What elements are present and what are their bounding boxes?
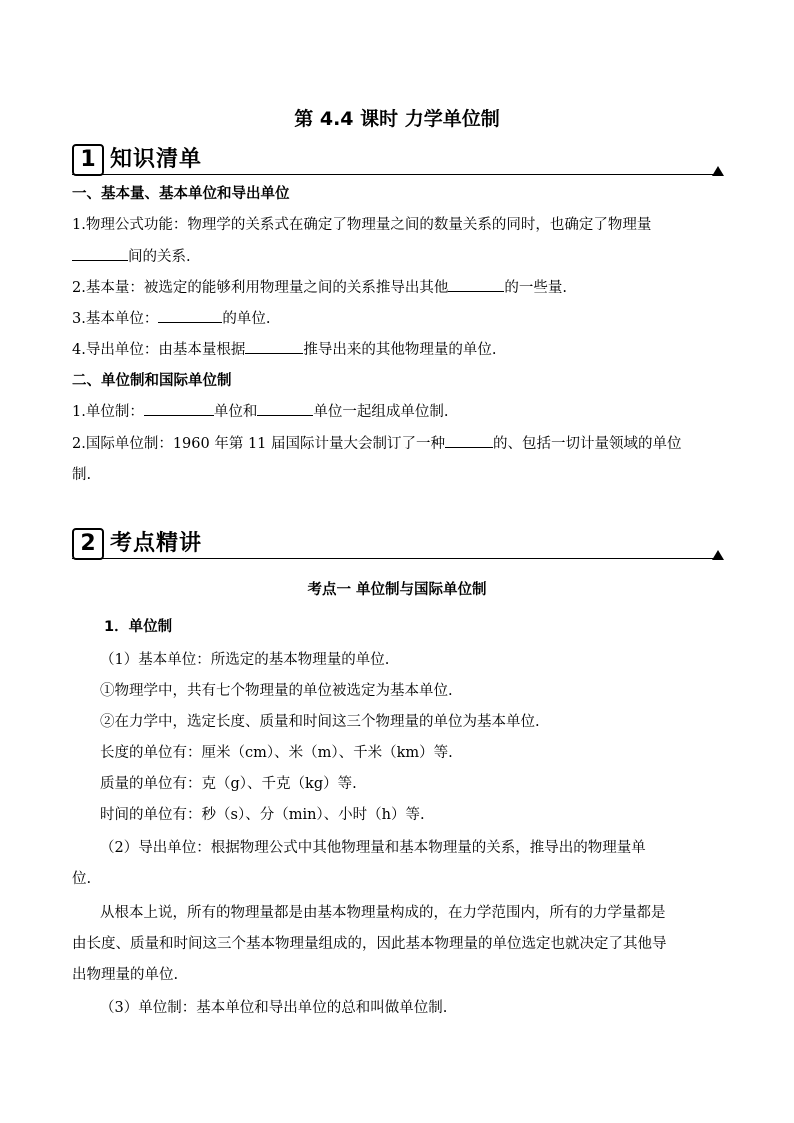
explanation-line-3: 出物理量的单位. <box>72 967 179 983</box>
paragraph-5 <box>72 400 724 421</box>
derived-unit-line-2: 位. <box>72 871 92 887</box>
paragraph-4 <box>72 338 724 359</box>
explanation-line-1: 从根本上说，所有的物理量都是由基本物理量构成的，在力学范围内，所有的力学量都是 <box>100 905 666 921</box>
derived-unit-line-1: （2）导出单位：根据物理公式中其他物理量和基本物理量的关系，推导出的物理量单 <box>100 840 646 856</box>
section-label: 知识清单 <box>110 147 203 172</box>
section-number-badge: 1 <box>72 144 104 176</box>
section-header-keypoints <box>72 528 724 562</box>
paragraph-6-line-2: 制. <box>72 467 92 483</box>
length-units: 长度的单位有：厘米（cm）、米（m）、千米（km）等. <box>100 745 453 761</box>
paragraph-6-text-a: 2.国际单位制：1960 年第 11 届国际计量大会制订了一种 <box>72 436 446 452</box>
paragraph-1-line-2 <box>72 245 724 266</box>
paragraph-4-text-b: 推导出来的其他物理量的单位. <box>303 342 497 358</box>
explanation-line-2: 由长度、质量和时间这三个基本物理量组成的，因此基本物理量的单位选定也就决定了其他导 <box>72 936 667 952</box>
fill-blank[interactable] <box>245 339 303 354</box>
page-title: 第 4.4 课时 力学单位制 <box>294 108 500 130</box>
paragraph-2 <box>72 276 724 297</box>
triangle-marker-icon <box>712 166 724 176</box>
paragraph-4-text-a: 4.导出单位：由基本量根据 <box>72 342 246 358</box>
unit-system-definition: （3）单位制：基本单位和导出单位的总和叫做单位制. <box>100 1000 448 1016</box>
keypoint-title: 考点一 单位制与国际单位制 <box>307 582 487 598</box>
paragraph-1-text: 间的关系. <box>128 249 191 265</box>
paragraph-2-text-a: 2.基本量：被选定的能够利用物理量之间的关系推导出其他 <box>72 280 449 296</box>
paragraph-6-line-1 <box>72 432 724 453</box>
paragraph-2-text-b: 的一些量. <box>504 280 567 296</box>
triangle-marker-icon <box>712 550 724 560</box>
section-number-badge: 2 <box>72 528 104 560</box>
section-header-knowledge <box>72 144 724 178</box>
mass-units: 质量的单位有：克（g）、千克（kg）等. <box>100 776 357 792</box>
section-rule <box>72 174 714 175</box>
fill-blank[interactable] <box>158 308 222 323</box>
heading-unit-system: 二、单位制和国际单位制 <box>72 373 232 389</box>
paragraph-3 <box>72 307 724 328</box>
paragraph-3-text-b: 的单位. <box>222 311 271 327</box>
fill-blank[interactable] <box>445 433 493 448</box>
fill-blank[interactable] <box>72 246 128 261</box>
section-rule <box>72 558 714 559</box>
basic-unit-definition: （1）基本单位：所选定的基本物理量的单位. <box>100 652 390 668</box>
paragraph-6-text-b: 的、包括一切计量领域的单位 <box>493 436 682 452</box>
paragraph-1-line-1: 1.物理公式功能：物理学的关系式在确定了物理量之间的数量关系的同时，也确定了物理量 <box>72 217 652 233</box>
paragraph-3-text-a: 3.基本单位： <box>72 311 159 327</box>
subheading-unit-system: 1．单位制 <box>104 619 173 635</box>
heading-basic-quantities: 一、基本量、基本单位和导出单位 <box>72 186 290 202</box>
seven-base-units: ①物理学中，共有七个物理量的单位被选定为基本单位. <box>100 683 453 699</box>
paragraph-5-text-a: 1.单位制： <box>72 404 144 420</box>
section-label: 考点精讲 <box>110 531 203 556</box>
paragraph-5-text-c: 单位一起组成单位制. <box>313 404 449 420</box>
fill-blank[interactable] <box>257 401 313 416</box>
time-units: 时间的单位有：秒（s）、分（min）、小时（h）等. <box>100 807 425 823</box>
mechanics-base-units: ②在力学中，选定长度、质量和时间这三个物理量的单位为基本单位. <box>100 714 540 730</box>
fill-blank[interactable] <box>144 401 214 416</box>
paragraph-5-text-b: 单位和 <box>213 404 258 420</box>
fill-blank[interactable] <box>448 277 504 292</box>
